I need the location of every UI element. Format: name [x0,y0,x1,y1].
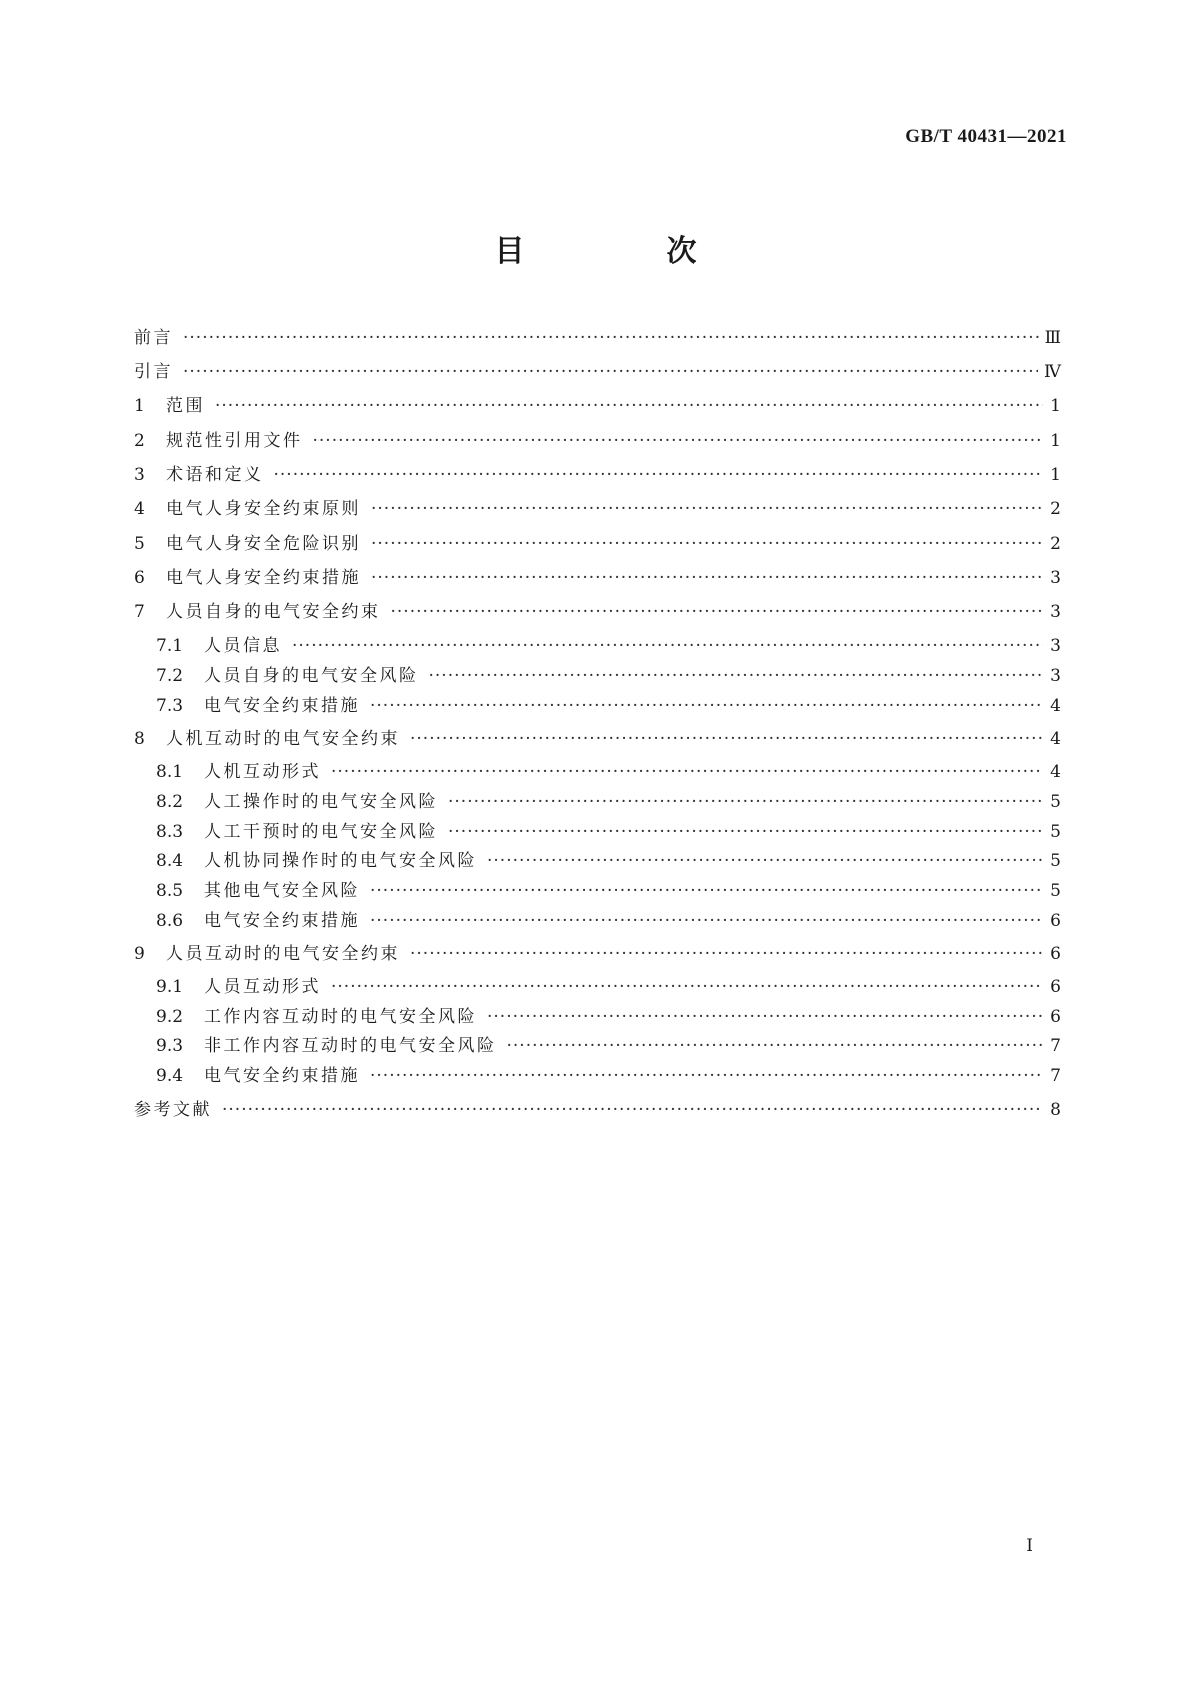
toc-dot-leader [371,566,1043,590]
page-number: Ⅰ [1026,1536,1033,1556]
toc-dot-leader [313,429,1044,453]
toc-entry-number: 8.1 [156,762,184,782]
toc-entry-label: 人员自身的电气安全约束 [166,602,381,622]
toc-entry[interactable] [156,849,1061,873]
toc-entry[interactable] [156,634,1061,658]
toc-entry[interactable] [134,1098,1061,1122]
toc-entry[interactable] [134,394,1061,418]
toc-entry[interactable] [134,942,1061,966]
toc-entry-page: 2 [1050,499,1061,519]
toc-entry-number: 8.5 [156,881,184,901]
toc-dot-leader [370,909,1043,933]
toc-dot-leader [183,326,1039,350]
toc-entry-page: 4 [1050,762,1061,782]
page-title: 目 次 [494,234,753,269]
toc-entry-number: 3 [134,465,145,485]
toc-dot-leader [274,463,1044,487]
toc-entry-number: 6 [134,568,145,588]
toc-entry-label: 电气人身安全危险识别 [166,534,361,554]
toc-entry-page: 3 [1050,568,1061,588]
toc-entry-label: 规范性引用文件 [166,431,303,451]
toc-dot-leader [331,760,1043,784]
toc-entry-page: 6 [1050,977,1061,997]
toc-entry[interactable] [156,760,1061,784]
toc-dot-leader [487,849,1043,873]
toc-entry-number: 1 [134,396,145,416]
toc-entry[interactable] [156,1064,1061,1088]
toc-entry[interactable] [134,360,1061,384]
toc-entry-page: 8 [1050,1100,1061,1120]
toc-entry-label: 人机协同操作时的电气安全风险 [204,851,477,871]
toc-entry-page: 7 [1050,1036,1061,1056]
toc-entry-number: 5 [134,534,145,554]
toc-entry-label: 引言 [134,362,173,382]
toc-entry-number: 4 [134,499,145,519]
toc-entry-page: 2 [1050,534,1061,554]
toc-entry-number: 7.2 [156,666,184,686]
toc-entry-number: 8.3 [156,822,184,842]
toc-entry-number: 7.3 [156,696,184,716]
toc-entry-page: 4 [1050,729,1061,749]
toc-entry-label: 参考文献 [134,1100,212,1120]
toc-dot-leader [371,497,1043,521]
toc-entry-page: 6 [1050,911,1061,931]
toc-entry-number: 8 [134,729,145,749]
toc-entry-page: 1 [1050,465,1061,485]
toc-entry[interactable] [156,1005,1061,1029]
toc-entry[interactable] [156,879,1061,903]
toc-entry-page: 3 [1050,602,1061,622]
toc-entry-number: 7 [134,602,145,622]
toc-dot-leader [222,1098,1043,1122]
toc-dot-leader [292,634,1043,658]
toc-entry-number: 8.4 [156,851,184,871]
toc-entry-label: 其他电气安全风险 [204,881,360,901]
toc-entry-page: 7 [1050,1066,1061,1086]
toc-entry-label: 人机互动时的电气安全约束 [166,729,400,749]
toc-entry-page: 5 [1050,881,1061,901]
toc-entry-label: 工作内容互动时的电气安全风险 [204,1007,477,1027]
toc-entry[interactable] [156,909,1061,933]
toc-dot-leader [487,1005,1043,1029]
toc-dot-leader [391,600,1044,624]
toc-entry[interactable] [134,429,1061,453]
toc-entry-page: 6 [1050,944,1061,964]
toc-entry-number: 8.2 [156,792,184,812]
toc-entry-label: 人员自身的电气安全风险 [204,666,419,686]
toc-entry-label: 人员互动时的电气安全约束 [166,944,400,964]
toc-entry[interactable] [156,664,1061,688]
toc-dot-leader [429,664,1044,688]
toc-entry-label: 人员互动形式 [204,977,321,997]
toc-entry-page: Ⅳ [1044,362,1061,382]
toc-dot-leader [371,532,1043,556]
toc-entry[interactable] [134,326,1061,350]
toc-entry-page: 5 [1050,851,1061,871]
toc-entry[interactable] [156,694,1061,718]
toc-entry-number: 2 [134,431,145,451]
toc-entry-label: 电气安全约束措施 [204,696,360,716]
toc-entry-number: 9.1 [156,977,184,997]
toc-dot-leader [410,942,1043,966]
toc-entry-page: Ⅲ [1044,328,1061,348]
toc-entry-number: 9.3 [156,1036,184,1056]
toc-entry-page: 3 [1050,636,1061,656]
toc-entry-page: 5 [1050,792,1061,812]
toc-entry-number: 9.4 [156,1066,184,1086]
toc-dot-leader [370,1064,1043,1088]
toc-entry-label: 范围 [166,396,205,416]
standard-code: GB/T 40431—2021 [905,126,1067,147]
toc-entry[interactable] [156,1034,1061,1058]
toc-entry-page: 5 [1050,822,1061,842]
toc-entry[interactable] [134,463,1061,487]
toc-dot-leader [183,360,1038,384]
toc-dot-leader [507,1034,1044,1058]
toc-entry-number: 9.2 [156,1007,184,1027]
toc-entry[interactable] [156,820,1061,844]
toc-entry[interactable] [134,497,1061,521]
toc-entry-label: 人工操作时的电气安全风险 [204,792,438,812]
toc-entry[interactable] [156,975,1061,999]
toc-dot-leader [448,790,1043,814]
toc-dot-leader [370,879,1043,903]
toc-entry-label: 人机互动形式 [204,762,321,782]
toc-dot-leader [370,694,1043,718]
toc-entry-label: 电气安全约束措施 [204,1066,360,1086]
toc-entry-label: 人员信息 [204,636,282,656]
toc-dot-leader [410,727,1043,751]
toc-entry-number: 9 [134,944,145,964]
toc-dot-leader [331,975,1043,999]
toc-entry-page: 3 [1050,666,1061,686]
toc-entry-label: 电气安全约束措施 [204,911,360,931]
toc-entry[interactable] [156,790,1061,814]
toc-entry-label: 非工作内容互动时的电气安全风险 [204,1036,497,1056]
toc-entry-page: 6 [1050,1007,1061,1027]
toc-entry-label: 前言 [134,328,173,348]
toc-dot-leader [448,820,1043,844]
toc-entry-label: 术语和定义 [166,465,264,485]
toc-entry[interactable] [134,566,1061,590]
toc-entry-label: 电气人身安全约束原则 [166,499,361,519]
toc-entry-page: 1 [1050,396,1061,416]
toc-entry-page: 1 [1050,431,1061,451]
toc-dot-leader [215,394,1043,418]
toc-entry-label: 人工干预时的电气安全风险 [204,822,438,842]
toc-entry[interactable] [134,532,1061,556]
toc-entry-page: 4 [1050,696,1061,716]
toc-entry[interactable] [134,600,1061,624]
toc-entry-label: 电气人身安全约束措施 [166,568,361,588]
toc-entry-number: 8.6 [156,911,184,931]
toc-entry-number: 7.1 [156,636,184,656]
toc-entry[interactable] [134,727,1061,751]
